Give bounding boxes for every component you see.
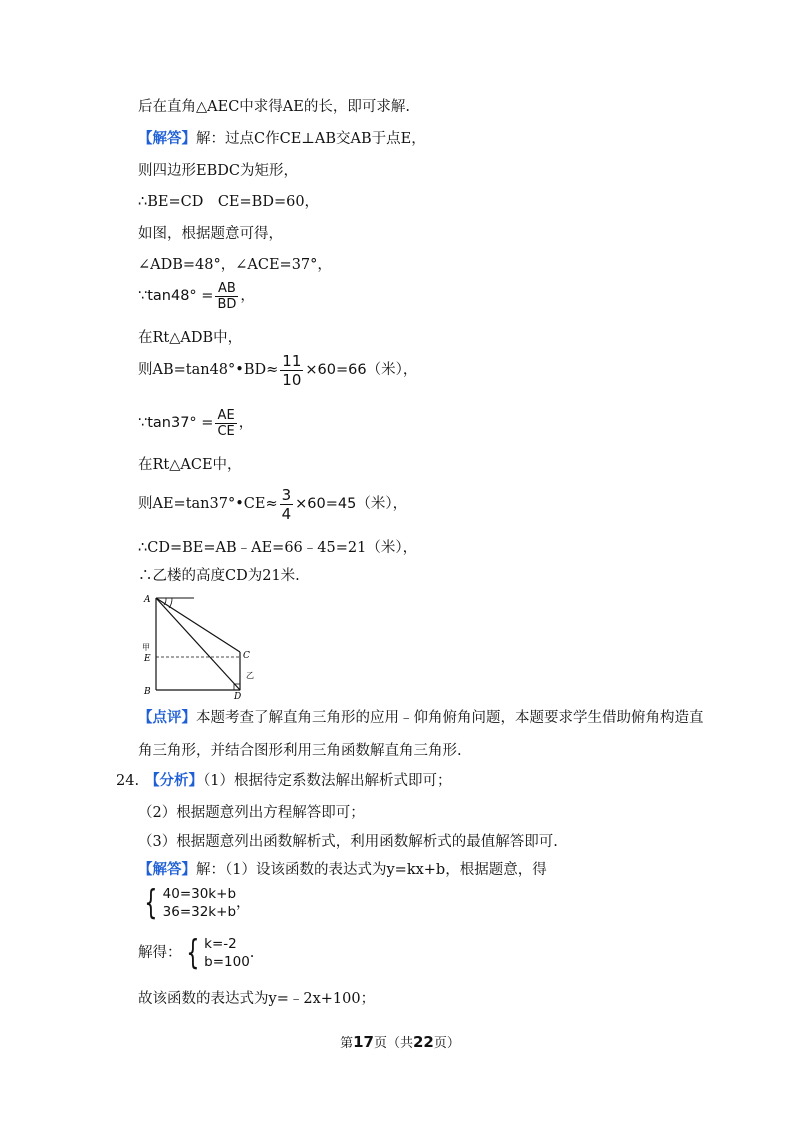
footer-text: 第 xyxy=(340,1036,354,1051)
numerator: AE xyxy=(215,408,236,424)
text-line: 则四边形EBDC为矩形， xyxy=(138,163,298,179)
text-line xyxy=(138,708,704,728)
text-line: ∴乙楼的高度CD为21米. xyxy=(138,568,300,584)
text-span: ， xyxy=(236,895,251,911)
text-span: ∵tan48° = xyxy=(138,288,214,304)
total-pages: 22 xyxy=(413,1033,434,1051)
label-d: D xyxy=(234,692,242,700)
text-line xyxy=(116,771,452,791)
text-span: ∵tan37° = xyxy=(138,415,214,431)
analysis-tag: 【分析】 xyxy=(145,772,204,789)
denominator: CE xyxy=(217,423,235,439)
equation-row: 36=32k+b xyxy=(162,904,237,920)
fraction xyxy=(215,408,236,439)
geometry-figure xyxy=(138,592,268,700)
text-line: （2）根据题意列出方程解答即可； xyxy=(138,805,365,821)
label-a: A xyxy=(144,595,151,605)
denominator: 10 xyxy=(282,370,302,389)
answer-tag: 【解答】 xyxy=(138,861,196,878)
brace-icon: { xyxy=(185,933,199,973)
page-footer xyxy=(0,1032,800,1051)
text-span: 本题考查了解直角三角形的应用﹣仰角俯角问题，本题要求学生借助俯角构造直 xyxy=(196,710,704,726)
text-span: ， xyxy=(238,415,254,431)
text-span: . xyxy=(249,945,255,961)
brace-icon: { xyxy=(144,883,158,923)
text-line: ∠ADB=48°，∠ACE=37°， xyxy=(138,257,332,273)
denominator: BD xyxy=(217,296,237,312)
text-span: 解：（1）设该函数的表达式为y=kx+b，根据题意，得 xyxy=(196,862,547,878)
formula-line xyxy=(138,350,417,390)
equation-row: k=-2 xyxy=(204,936,237,952)
answer-tag: 【解答】 xyxy=(138,130,196,147)
fraction xyxy=(280,486,294,523)
formula-line xyxy=(138,405,253,441)
text-line: 故该函数的表达式为y=﹣2x+100； xyxy=(138,991,376,1007)
comment-tag: 【点评】 xyxy=(138,709,196,726)
numerator: 11 xyxy=(282,351,302,370)
text-line: 角三角形，并结合图形利用三角函数解直角三角形. xyxy=(138,743,462,759)
denominator: 4 xyxy=(281,504,292,523)
equation-row: 40=30k+b xyxy=(162,886,237,902)
footer-text: 页（共 xyxy=(373,1036,413,1051)
fraction xyxy=(215,281,238,312)
text-span: 解：过点C作CE⊥AB交AB于点E， xyxy=(196,131,426,147)
text-line: 在Rt△ACE中， xyxy=(138,457,242,473)
formula-line xyxy=(138,484,407,524)
system-of-equations xyxy=(140,885,236,921)
text-span: ×60=66（米）， xyxy=(305,362,418,378)
system-of-equations xyxy=(182,935,250,971)
text-span: ×60=45（米）， xyxy=(295,496,408,512)
text-line xyxy=(138,860,547,880)
label-jia: 甲 xyxy=(142,643,150,652)
equation-system xyxy=(138,935,254,971)
formula-line xyxy=(138,278,255,314)
text-line xyxy=(138,129,426,149)
equation-row: b=100 xyxy=(204,954,250,970)
text-span: （1）根据待定系数法解出解析式即可； xyxy=(203,773,452,789)
text-line: ∴CD=BE=AB﹣AE=66﹣45=21（米）， xyxy=(138,540,418,556)
text-line: 如图，根据题意可得， xyxy=(138,226,283,242)
text-span: 则AE=tan37°•CE≈ xyxy=(138,496,278,512)
text-line: ∴BE=CD CE=BD=60， xyxy=(138,194,320,210)
label-b: B xyxy=(144,687,151,697)
footer-text: 页） xyxy=(433,1036,460,1051)
numerator: 3 xyxy=(281,485,292,504)
text-line: 在Rt△ADB中， xyxy=(138,330,243,346)
label-e: E xyxy=(144,654,151,664)
page-number: 17 xyxy=(353,1033,374,1051)
question-number: 24. xyxy=(116,773,140,789)
numerator: AB xyxy=(215,281,238,297)
fraction xyxy=(280,352,303,389)
text-span: 则AB=tan48°•BD≈ xyxy=(138,362,279,378)
label-yi: 乙 xyxy=(246,671,254,680)
text-line: （3）根据题意列出函数解析式，利用函数解析式的最值解答即可. xyxy=(138,834,558,850)
text-line: 后在直角△AEC中求得AE的长，即可求解. xyxy=(138,99,410,115)
text-span: 解得： xyxy=(138,945,182,961)
text-span: ， xyxy=(240,288,255,304)
equation-system xyxy=(140,885,251,921)
label-c: C xyxy=(243,651,250,661)
